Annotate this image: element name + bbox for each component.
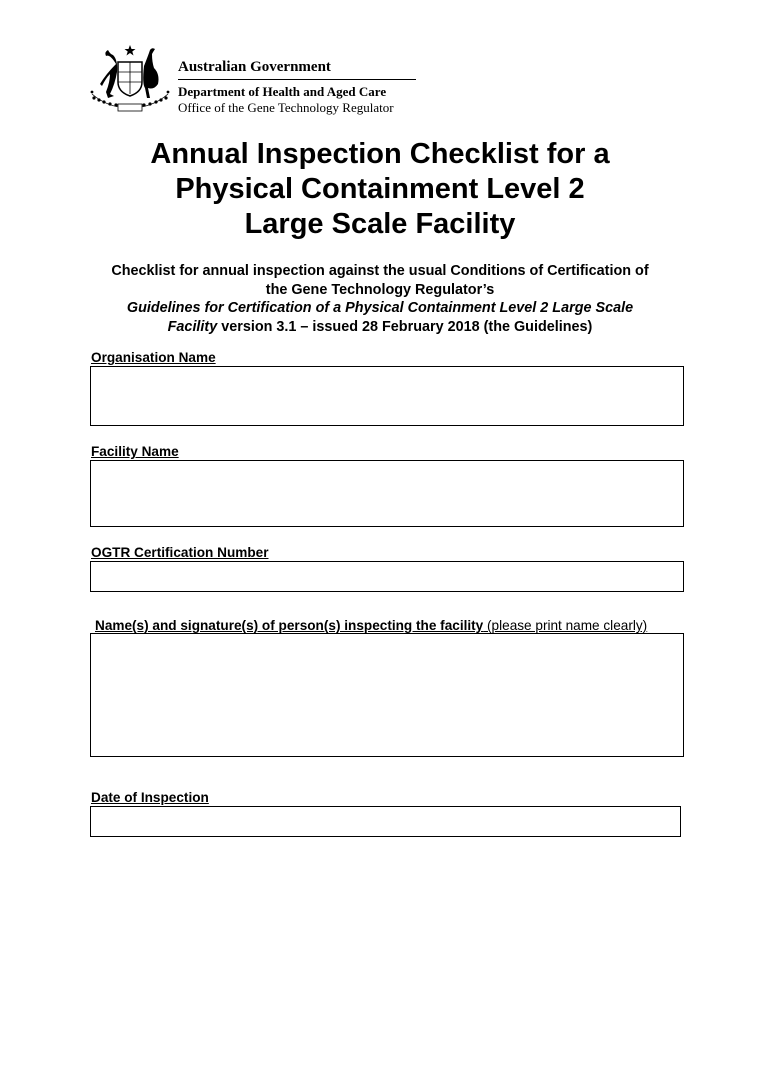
inspectors-label-note: (please print name clearly)	[483, 618, 648, 633]
organisation-name-label: Organisation Name	[91, 350, 216, 365]
inspection-date-field[interactable]	[90, 806, 681, 837]
inspectors-label	[95, 618, 647, 633]
subtitle-line-1: Checklist for annual inspection against the usual Conditions of Certification of	[111, 263, 649, 279]
office-name: Office of the Gene Technology Regulator	[178, 100, 394, 115]
subtitle-line-2: the Gene Technology Regulator’s	[265, 281, 495, 298]
government-header	[88, 44, 428, 124]
title-line-3: Large Scale Facility	[244, 208, 516, 240]
document-subtitle	[60, 262, 700, 336]
subtitle-version-info: version 3.1 – issued 28 February 2018 (the Guidelines)	[217, 318, 593, 335]
government-name: Australian Government	[178, 59, 331, 75]
certification-number-field[interactable]	[90, 561, 684, 592]
organisation-name-field[interactable]	[90, 366, 684, 426]
title-line-2: Physical Containment Level 2	[175, 173, 585, 205]
facility-name-label: Facility Name	[91, 444, 179, 459]
inspectors-label-text: Name(s) and signature(s) of person(s) inspecting the facility	[95, 618, 484, 633]
department-name: Department of Health and Aged Care	[178, 84, 387, 99]
inspection-date-label: Date of Inspection	[91, 790, 209, 805]
subtitle-line-3: Guidelines for Certification of a Physical Containment Level 2 Large Scale	[126, 300, 634, 316]
facility-name-field[interactable]	[90, 460, 684, 527]
commonwealth-coat-of-arms-icon	[88, 44, 172, 114]
inspectors-field[interactable]	[90, 633, 684, 757]
document-title	[60, 137, 700, 242]
government-wordmark	[178, 58, 416, 116]
header-divider	[178, 79, 416, 80]
certification-number-label: OGTR Certification Number	[91, 545, 269, 560]
subtitle-guidelines-title-end: Facility	[167, 318, 218, 335]
title-line-1: Annual Inspection Checklist for a	[150, 138, 610, 170]
